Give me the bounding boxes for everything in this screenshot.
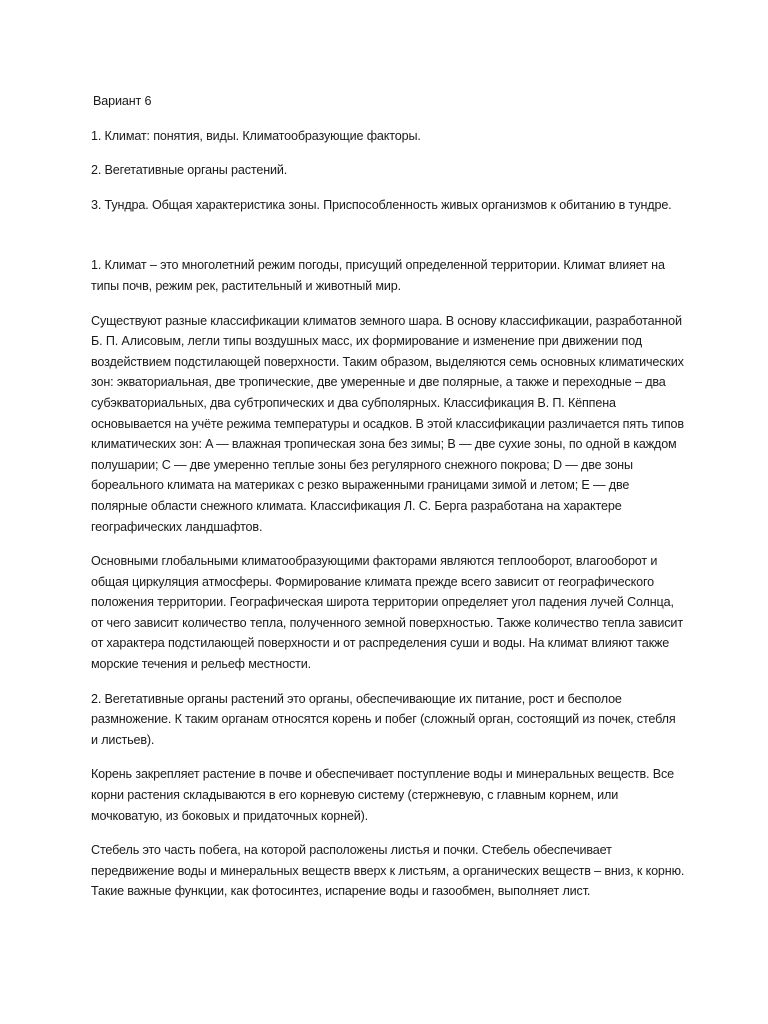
answer-1-classifications: Существуют разные классификации климатов земного шара. В основу классификации, разработанной Б. П. Алисовым, легли типы воздушных масс, их формирование и изменение при движении под воздействием подстилающей поверхности. Таким образом, выделяются семь основных климатических зон: экваториальная, две тропические, две умеренные и две полярные, а также и переходные – два субэкваториальных, два субтропических и два субполярных. Классификация В. П. Кёппена основывается на учёте режима температуры и осадков. В этой классификации различается пять типов климатических зон: A — влажная тропическая зона без зимы; B — две сухие зоны, по одной в каждом полушарии; C — две умеренно теплые зоны без регулярного снежного покрова; D — две зоны бореального климата на материках с резко выраженными границами зимой и летом; E — две полярные области снежного климата. Классификация Л. С. Берга разработана на характере географических ландшафтов. [91, 313, 684, 534]
answer-2-stem: Стебель это часть побега, на которой расположены листья и почки. Стебель обеспечивает передвижение воды и минеральных веществ вверх к листьям, а органических веществ – вниз, к корню. Такие важные функции, как фотосинтез, испарение воды и газообмен, выполняет лист. [91, 843, 685, 899]
answer-2-root: Корень закрепляет растение в почве и обеспечивает поступление воды и минеральных веществ. Все корни растения складываются в его корневую систему (стержневую, с главным корнем, или мочковатую, из боковых и придаточных корней). [91, 767, 674, 823]
variant-title: Вариант 6 [93, 94, 152, 108]
section-spacer [91, 229, 685, 255]
question-3: 3. Тундра. Общая характеристика зоны. Приспособленность живых организмов к обитанию в тундре. [91, 197, 672, 212]
answer-1-factors: Основными глобальными климатообразующими факторами являются теплооборот, влагооборот и общая циркуляция атмосферы. Формирование климата прежде всего зависит от географического положения территории. Географическая широта территории определяет угол падения лучей Солнца, от чего зависит количество тепла, полученного земной поверхностью. Также количество тепла зависит от характера подстилающей поверхности и от распределения суши и воды. На климат влияют также морские течения и рельеф местности. [91, 554, 683, 672]
answer-2-intro: 2. Вегетативные органы растений это органы, обеспечивающие их питание, рост и бесполое размножение. К таким органам относятся корень и побег (сложный орган, состоящий из почек, стебля и листьев). [91, 691, 676, 747]
question-2: 2. Вегетативные органы растений. [91, 163, 288, 178]
document-body [91, 91, 685, 916]
answer-1-intro: 1. Климат – это многолетний режим погоды, присущий определенной территории. Климат влияет на типы почв, режим рек, растительный и животный мир. [91, 258, 665, 293]
question-1: 1. Климат: понятия, виды. Климатообразующие факторы. [91, 128, 421, 143]
